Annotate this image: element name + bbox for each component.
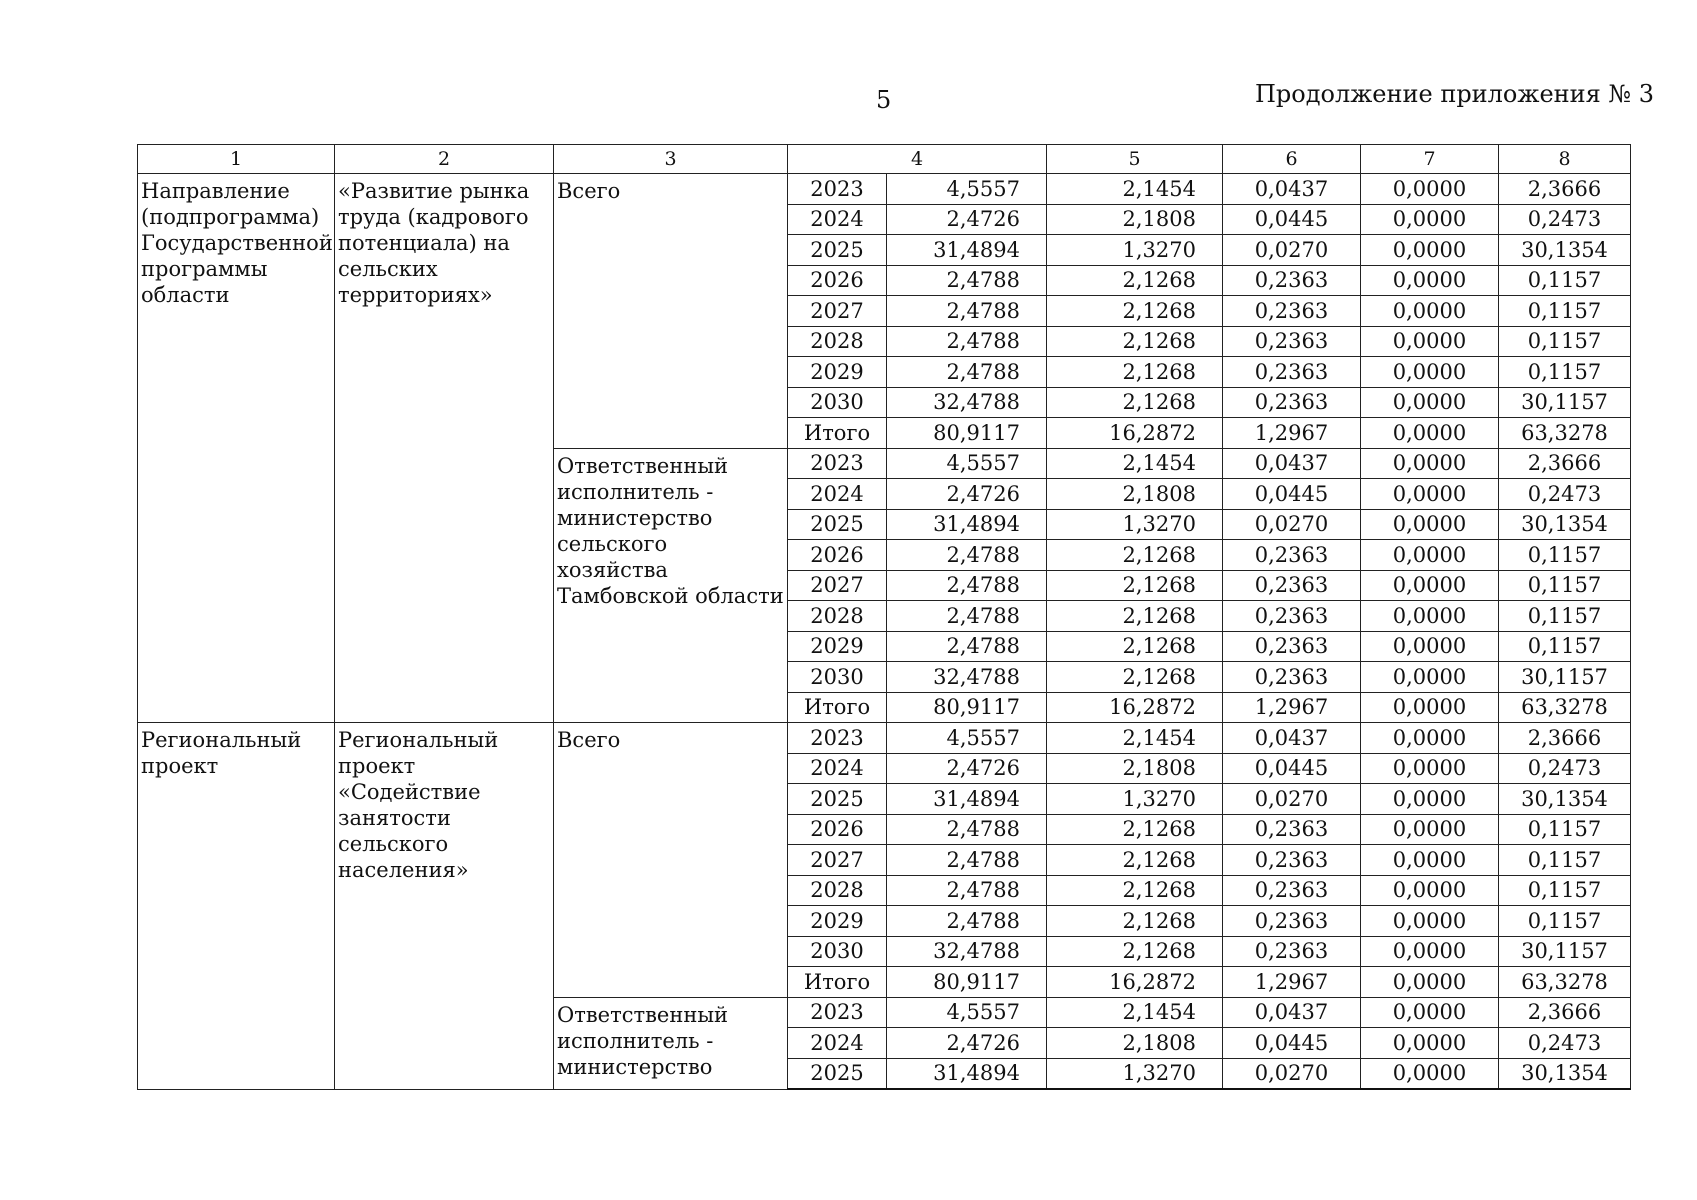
- col6-value-cell: 1,2967: [1223, 967, 1361, 998]
- col7-value-cell: 0,0000: [1361, 357, 1499, 388]
- year-cell: 2025: [788, 784, 887, 815]
- col8-value-cell: 0,1157: [1499, 540, 1631, 571]
- year-cell: 2025: [788, 509, 887, 540]
- col5-value-cell: 2,1268: [1047, 296, 1223, 327]
- col4-value-cell: 32,4788: [887, 662, 1047, 693]
- col7-value-cell: 0,0000: [1361, 479, 1499, 510]
- col8-value-cell: 30,1157: [1499, 936, 1631, 967]
- col8-value-cell: 30,1354: [1499, 235, 1631, 266]
- funding-group-cell: Ответственный исполнитель - министерство сельского хозяйства Тамбовской области: [554, 448, 788, 723]
- col4-value-cell: 2,4788: [887, 570, 1047, 601]
- col8-value-cell: 63,3278: [1499, 418, 1631, 449]
- col6-value-cell: 0,0445: [1223, 753, 1361, 784]
- year-cell: 2030: [788, 387, 887, 418]
- col8-value-cell: 0,1157: [1499, 814, 1631, 845]
- col4-value-cell: 4,5557: [887, 448, 1047, 479]
- col5-value-cell: 1,3270: [1047, 235, 1223, 266]
- col6-value-cell: 1,2967: [1223, 418, 1361, 449]
- col4-value-cell: 80,9117: [887, 418, 1047, 449]
- year-cell: 2024: [788, 204, 887, 235]
- col8-value-cell: 0,1157: [1499, 845, 1631, 876]
- col6-value-cell: 0,0445: [1223, 204, 1361, 235]
- year-cell: 2028: [788, 326, 887, 357]
- col5-value-cell: 1,3270: [1047, 1058, 1223, 1089]
- col8-value-cell: 0,1157: [1499, 570, 1631, 601]
- table-body: [138, 145, 1631, 1090]
- year-cell: 2025: [788, 235, 887, 266]
- col4-value-cell: 4,5557: [887, 723, 1047, 754]
- column-header: 7: [1361, 145, 1499, 174]
- col8-value-cell: 0,2473: [1499, 204, 1631, 235]
- year-cell: 2027: [788, 570, 887, 601]
- col6-value-cell: 0,0437: [1223, 448, 1361, 479]
- col4-value-cell: 4,5557: [887, 997, 1047, 1028]
- col7-value-cell: 0,0000: [1361, 387, 1499, 418]
- col8-value-cell: 63,3278: [1499, 967, 1631, 998]
- col6-value-cell: 0,2363: [1223, 662, 1361, 693]
- year-cell: 2024: [788, 753, 887, 784]
- col4-value-cell: 2,4788: [887, 357, 1047, 388]
- col4-value-cell: 31,4894: [887, 784, 1047, 815]
- col4-value-cell: 2,4726: [887, 1028, 1047, 1059]
- col4-value-cell: 31,4894: [887, 235, 1047, 266]
- column-header: 6: [1223, 145, 1361, 174]
- col5-value-cell: 2,1268: [1047, 265, 1223, 296]
- col6-value-cell: 0,0445: [1223, 479, 1361, 510]
- col5-value-cell: 2,1454: [1047, 448, 1223, 479]
- appendix-title: Продолжение приложения № 3: [1255, 80, 1655, 108]
- column-header-row: [138, 145, 1631, 174]
- col7-value-cell: 0,0000: [1361, 540, 1499, 571]
- direction-type-cell: Региональный проект: [138, 723, 335, 1090]
- col6-value-cell: 0,2363: [1223, 936, 1361, 967]
- col5-value-cell: 2,1268: [1047, 875, 1223, 906]
- col4-value-cell: 2,4788: [887, 265, 1047, 296]
- year-cell: 2026: [788, 265, 887, 296]
- col7-value-cell: 0,0000: [1361, 875, 1499, 906]
- col4-value-cell: 2,4788: [887, 601, 1047, 632]
- col6-value-cell: 0,2363: [1223, 540, 1361, 571]
- year-cell: Итого: [788, 418, 887, 449]
- col8-value-cell: 0,1157: [1499, 631, 1631, 662]
- year-cell: 2027: [788, 845, 887, 876]
- col7-value-cell: 0,0000: [1361, 814, 1499, 845]
- col7-value-cell: 0,0000: [1361, 326, 1499, 357]
- col4-value-cell: 4,5557: [887, 174, 1047, 205]
- col5-value-cell: 2,1268: [1047, 570, 1223, 601]
- col8-value-cell: 2,3666: [1499, 723, 1631, 754]
- col6-value-cell: 0,2363: [1223, 387, 1361, 418]
- col6-value-cell: 0,2363: [1223, 357, 1361, 388]
- col6-value-cell: 0,2363: [1223, 601, 1361, 632]
- col8-value-cell: 30,1354: [1499, 509, 1631, 540]
- col4-value-cell: 2,4788: [887, 814, 1047, 845]
- col7-value-cell: 0,0000: [1361, 235, 1499, 266]
- col6-value-cell: 0,0437: [1223, 723, 1361, 754]
- col7-value-cell: 0,0000: [1361, 692, 1499, 723]
- col8-value-cell: 0,1157: [1499, 357, 1631, 388]
- col7-value-cell: 0,0000: [1361, 845, 1499, 876]
- col7-value-cell: 0,0000: [1361, 601, 1499, 632]
- col6-value-cell: 0,2363: [1223, 570, 1361, 601]
- col7-value-cell: 0,0000: [1361, 784, 1499, 815]
- col5-value-cell: 2,1268: [1047, 387, 1223, 418]
- col8-value-cell: 0,2473: [1499, 753, 1631, 784]
- col8-value-cell: 2,3666: [1499, 448, 1631, 479]
- col5-value-cell: 2,1268: [1047, 540, 1223, 571]
- col6-value-cell: 0,0270: [1223, 235, 1361, 266]
- col7-value-cell: 0,0000: [1361, 265, 1499, 296]
- col5-value-cell: 2,1268: [1047, 601, 1223, 632]
- col4-value-cell: 2,4726: [887, 753, 1047, 784]
- col4-value-cell: 2,4788: [887, 906, 1047, 937]
- year-cell: 2027: [788, 296, 887, 327]
- col4-value-cell: 2,4726: [887, 204, 1047, 235]
- col5-value-cell: 2,1268: [1047, 936, 1223, 967]
- col7-value-cell: 0,0000: [1361, 509, 1499, 540]
- col6-value-cell: 0,0270: [1223, 509, 1361, 540]
- col8-value-cell: 30,1157: [1499, 387, 1631, 418]
- column-header: 5: [1047, 145, 1223, 174]
- col7-value-cell: 0,0000: [1361, 174, 1499, 205]
- col7-value-cell: 0,0000: [1361, 296, 1499, 327]
- col6-value-cell: 0,0437: [1223, 174, 1361, 205]
- col6-value-cell: 1,2967: [1223, 692, 1361, 723]
- col7-value-cell: 0,0000: [1361, 997, 1499, 1028]
- program-name-cell: «Развитие рынка труда (кадрового потенциала) на сельских территориях»: [335, 174, 554, 723]
- year-cell: 2025: [788, 1058, 887, 1089]
- col4-value-cell: 31,4894: [887, 509, 1047, 540]
- page-number: 5: [876, 86, 892, 114]
- col8-value-cell: 2,3666: [1499, 997, 1631, 1028]
- col7-value-cell: 0,0000: [1361, 418, 1499, 449]
- col5-value-cell: 2,1454: [1047, 174, 1223, 205]
- year-cell: 2024: [788, 1028, 887, 1059]
- col6-value-cell: 0,2363: [1223, 326, 1361, 357]
- col8-value-cell: 0,1157: [1499, 296, 1631, 327]
- col8-value-cell: 63,3278: [1499, 692, 1631, 723]
- year-cell: 2023: [788, 997, 887, 1028]
- col8-value-cell: 30,1354: [1499, 784, 1631, 815]
- year-cell: 2029: [788, 906, 887, 937]
- year-cell: 2028: [788, 601, 887, 632]
- col8-value-cell: 0,1157: [1499, 265, 1631, 296]
- budget-table: [137, 144, 1631, 1090]
- column-header: 8: [1499, 145, 1631, 174]
- col6-value-cell: 0,2363: [1223, 296, 1361, 327]
- col6-value-cell: 0,0270: [1223, 1058, 1361, 1089]
- col6-value-cell: 0,0445: [1223, 1028, 1361, 1059]
- year-cell: 2023: [788, 174, 887, 205]
- year-cell: 2023: [788, 723, 887, 754]
- col5-value-cell: 2,1268: [1047, 845, 1223, 876]
- col8-value-cell: 30,1354: [1499, 1058, 1631, 1089]
- col5-value-cell: 16,2872: [1047, 692, 1223, 723]
- funding-group-cell: Всего: [554, 723, 788, 998]
- column-header: 1: [138, 145, 335, 174]
- col6-value-cell: 0,2363: [1223, 875, 1361, 906]
- col7-value-cell: 0,0000: [1361, 753, 1499, 784]
- col5-value-cell: 2,1268: [1047, 631, 1223, 662]
- col7-value-cell: 0,0000: [1361, 570, 1499, 601]
- col7-value-cell: 0,0000: [1361, 906, 1499, 937]
- col8-value-cell: 0,2473: [1499, 479, 1631, 510]
- table-row: [138, 723, 1631, 754]
- col8-value-cell: 0,1157: [1499, 906, 1631, 937]
- col4-value-cell: 32,4788: [887, 936, 1047, 967]
- col4-value-cell: 2,4788: [887, 296, 1047, 327]
- program-name-cell: Региональный проект «Содействие занятости сельского населения»: [335, 723, 554, 1090]
- column-header: 2: [335, 145, 554, 174]
- col6-value-cell: 0,2363: [1223, 631, 1361, 662]
- year-cell: 2026: [788, 540, 887, 571]
- column-header: 3: [554, 145, 788, 174]
- col4-value-cell: 31,4894: [887, 1058, 1047, 1089]
- col4-value-cell: 32,4788: [887, 387, 1047, 418]
- table-row: [138, 174, 1631, 205]
- col4-value-cell: 2,4788: [887, 631, 1047, 662]
- year-cell: 2029: [788, 357, 887, 388]
- col7-value-cell: 0,0000: [1361, 1028, 1499, 1059]
- col4-value-cell: 2,4788: [887, 875, 1047, 906]
- direction-type-cell: Направление (подпрограмма) Государственной программы области: [138, 174, 335, 723]
- col5-value-cell: 16,2872: [1047, 967, 1223, 998]
- year-cell: 2024: [788, 479, 887, 510]
- col8-value-cell: 30,1157: [1499, 662, 1631, 693]
- col7-value-cell: 0,0000: [1361, 662, 1499, 693]
- col5-value-cell: 2,1808: [1047, 204, 1223, 235]
- col8-value-cell: 2,3666: [1499, 174, 1631, 205]
- year-cell: 2023: [788, 448, 887, 479]
- col6-value-cell: 0,2363: [1223, 265, 1361, 296]
- col6-value-cell: 0,2363: [1223, 906, 1361, 937]
- col5-value-cell: 2,1268: [1047, 906, 1223, 937]
- year-cell: 2029: [788, 631, 887, 662]
- col5-value-cell: 16,2872: [1047, 418, 1223, 449]
- col7-value-cell: 0,0000: [1361, 631, 1499, 662]
- col8-value-cell: 0,1157: [1499, 326, 1631, 357]
- col7-value-cell: 0,0000: [1361, 1058, 1499, 1089]
- col5-value-cell: 2,1268: [1047, 814, 1223, 845]
- col6-value-cell: 0,0437: [1223, 997, 1361, 1028]
- year-cell: 2030: [788, 662, 887, 693]
- col7-value-cell: 0,0000: [1361, 723, 1499, 754]
- col6-value-cell: 0,0270: [1223, 784, 1361, 815]
- col4-value-cell: 2,4788: [887, 845, 1047, 876]
- col7-value-cell: 0,0000: [1361, 936, 1499, 967]
- column-header: 4: [788, 145, 1047, 174]
- year-cell: 2028: [788, 875, 887, 906]
- col8-value-cell: 0,2473: [1499, 1028, 1631, 1059]
- funding-group-cell: Ответственный исполнитель - министерство: [554, 997, 788, 1089]
- col7-value-cell: 0,0000: [1361, 448, 1499, 479]
- col4-value-cell: 2,4788: [887, 540, 1047, 571]
- year-cell: 2026: [788, 814, 887, 845]
- col8-value-cell: 0,1157: [1499, 875, 1631, 906]
- col5-value-cell: 2,1268: [1047, 326, 1223, 357]
- col5-value-cell: 2,1454: [1047, 723, 1223, 754]
- col8-value-cell: 0,1157: [1499, 601, 1631, 632]
- col5-value-cell: 1,3270: [1047, 509, 1223, 540]
- year-cell: Итого: [788, 692, 887, 723]
- col7-value-cell: 0,0000: [1361, 967, 1499, 998]
- col4-value-cell: 2,4726: [887, 479, 1047, 510]
- col5-value-cell: 1,3270: [1047, 784, 1223, 815]
- col6-value-cell: 0,2363: [1223, 845, 1361, 876]
- col4-value-cell: 80,9117: [887, 967, 1047, 998]
- col4-value-cell: 2,4788: [887, 326, 1047, 357]
- col5-value-cell: 2,1268: [1047, 357, 1223, 388]
- col5-value-cell: 2,1454: [1047, 997, 1223, 1028]
- col5-value-cell: 2,1808: [1047, 479, 1223, 510]
- col5-value-cell: 2,1268: [1047, 662, 1223, 693]
- year-cell: 2030: [788, 936, 887, 967]
- year-cell: Итого: [788, 967, 887, 998]
- col7-value-cell: 0,0000: [1361, 204, 1499, 235]
- funding-group-cell: Всего: [554, 174, 788, 449]
- col5-value-cell: 2,1808: [1047, 753, 1223, 784]
- col4-value-cell: 80,9117: [887, 692, 1047, 723]
- col5-value-cell: 2,1808: [1047, 1028, 1223, 1059]
- col6-value-cell: 0,2363: [1223, 814, 1361, 845]
